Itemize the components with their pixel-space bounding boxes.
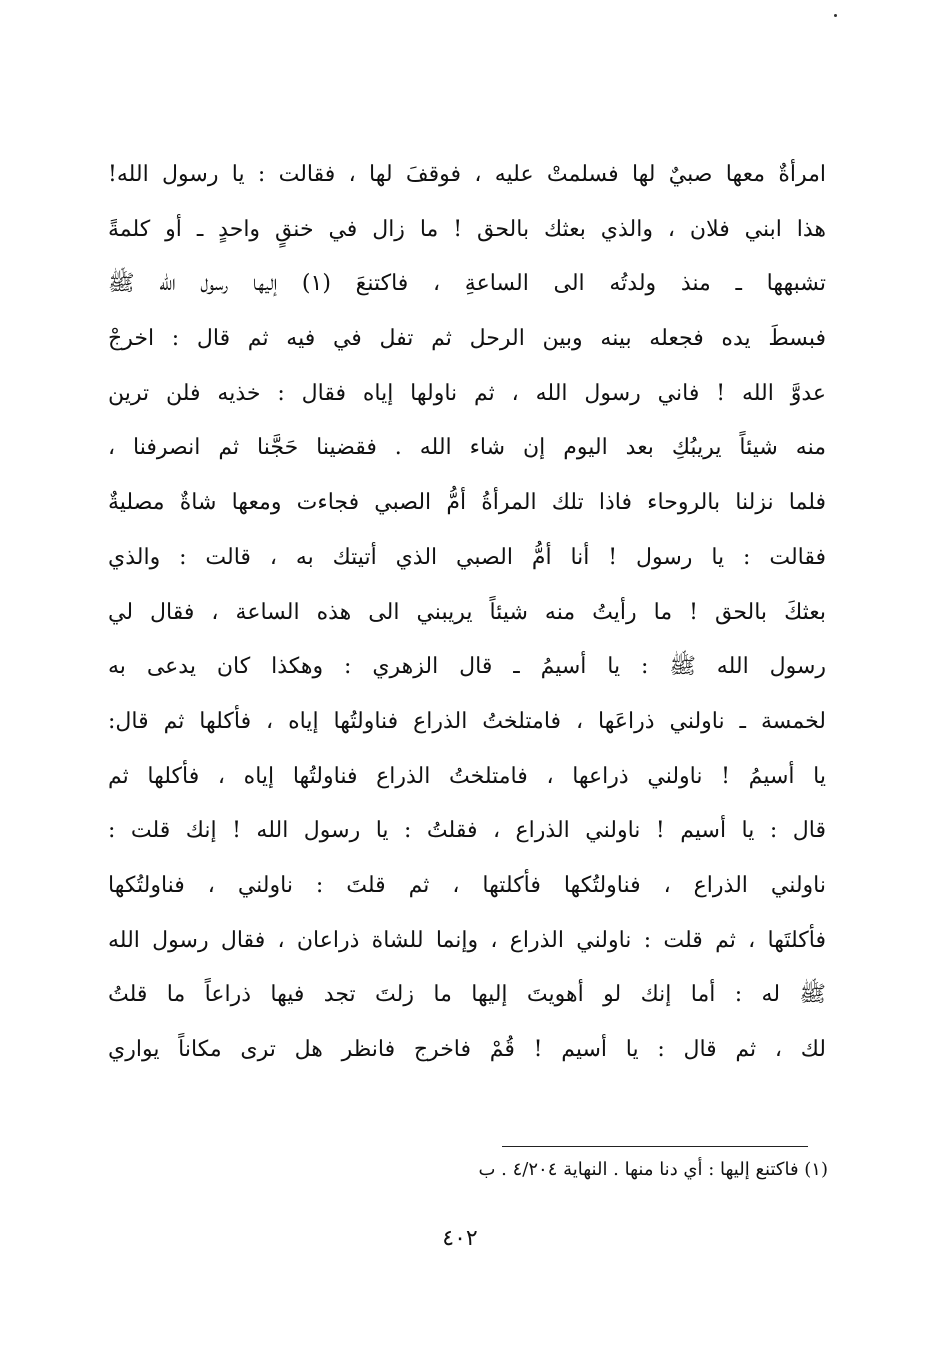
text-line: ناولني الذراع ، فناولتُكها فأكلتها ، ثم قلتَ : ناولني ، فناولتُكها [108, 872, 826, 898]
text-line: فبسطَ يده فجعله بينه وبين الرحل ثم تفل في فيه ثم قال : اخرجْ [108, 326, 826, 352]
text-line: تشبهها ـ منذ ولدتُه الى الساعةِ ، فاكتنعَ (١) إليها رسول الله ﷺ [108, 271, 826, 297]
text-line: فلما نزلنا بالروحاء فاذا تلك المرأةُ أمُّ الصبي فجاءت ومعها شاةٌ مصليةٌ [108, 490, 826, 516]
text-line: امرأةٌ معها صبيٌ لها فسلمتْ عليه ، فوقفَ لها ، فقالت : يا رسول الله! [108, 162, 826, 187]
text-line: فأكلتَها ، ثم قلت : ناولني الذراع ، وإنما للشاة ذراعان ، فقال رسول الله [108, 927, 826, 953]
text-line: ﷺ له : أما إنك لو أهويتَ إليها ما زلتَ تجد فيها ذراعاً ما قلتُ [108, 982, 826, 1008]
footnote: (١) فاكتنع إليها : أي دنا منها . النهاية ٤/٢٠٤ . ب [478, 1159, 828, 1180]
page-number: ٤٠٢ [442, 1226, 478, 1251]
text-line: رسول الله ﷺ : يا أسيمُ ـ قال الزهري : وهكذا كان يدعى به [108, 654, 826, 680]
text-line: لخمسة ـ ناولني ذراعَها ، فامتلختُ الذراع فناولتُها إياه ، فأكلها ثم قال: [108, 708, 826, 734]
text-line: يا أسيمُ ! ناولني ذراعها ، فامتلختُ الذراع فناولتُها إياه ، فأكلها ثم [108, 763, 826, 789]
text-line: قال : يا أسيم ! ناولني الذراع ، فقلتُ : يا رسول الله ! إنك قلت : [108, 818, 826, 844]
text-line: عدوَّ الله ! فاني رسول الله ، ثم ناولها إياه فقال : خذيه فلن ترين [108, 380, 826, 406]
text-line: هذا ابني فلان ، والذي بعثك بالحق ! ما زال في خنقٍ واحدٍ ـ أو كلمةً [108, 216, 826, 242]
text-line: لك ، ثم قال : يا أسيم ! قُمْ فاخرج فانظر هل ترى مكاناً يواري [108, 1037, 826, 1062]
text-line: منه شيئاً يريبُكِ بعد اليوم إن شاء الله . فقضينا حَجَّنا ثم انصرفنا ، [108, 435, 826, 461]
text-line: فقالت : يا رسول ! أنا أمُّ الصبي الذي أتيتك به ، قالت : والذي [108, 544, 826, 570]
scan-mark [834, 14, 837, 17]
footnote-divider [502, 1146, 808, 1147]
text-line: بعثكَ بالحق ! ما رأيتُ منه شيئاً يريبني الى هذه الساعة ، فقال لي [108, 599, 826, 625]
body-text [108, 148, 826, 1078]
